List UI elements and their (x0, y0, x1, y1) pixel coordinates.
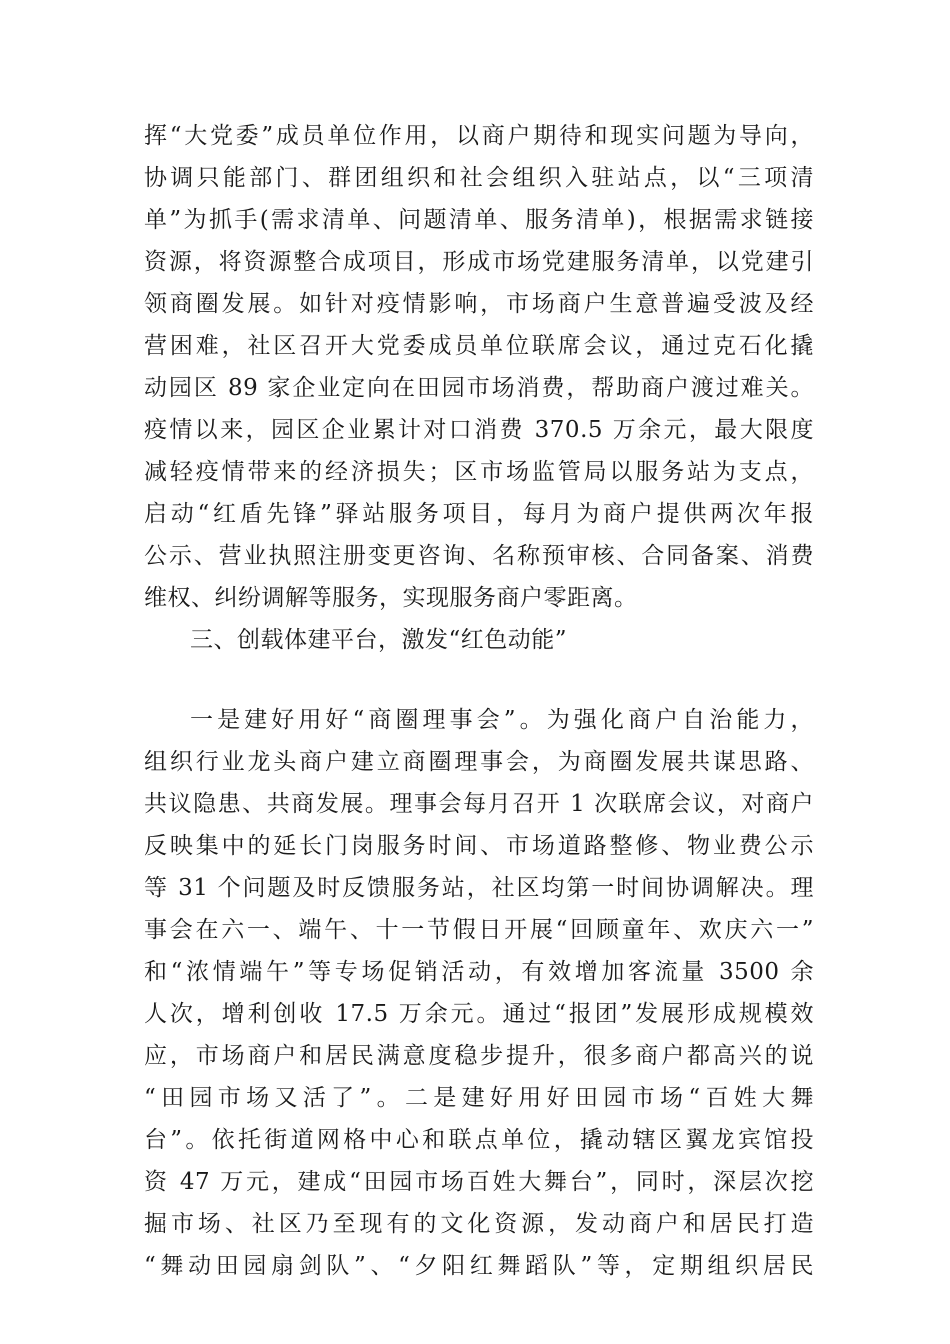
paragraph-2-line: 一是建好用好“商圈理事会”。为强化商户自治能力， (190, 707, 814, 733)
paragraph-2-line: 人次，增利创收 17.5 万余元。通过“报团”发展形成规模效 (144, 1001, 814, 1027)
paragraph-2-line: 和“浓情端午”等专场促销活动，有效增加客流量 3500 余 (144, 959, 814, 985)
paragraph-2-line: 共议隐患、共商发展。理事会每月召开 1 次联席会议，对商户 (144, 791, 814, 817)
paragraph-1-line: 疫情以来，园区企业累计对口消费 370.5 万余元，最大限度 (144, 417, 814, 443)
paragraph-2-line: 应，市场商户和居民满意度稳步提升，很多商户都高兴的说 (144, 1043, 814, 1069)
paragraph-1-line: 领商圈发展。如针对疫情影响，市场商户生意普遍受波及经 (144, 291, 814, 317)
paragraph-1-line: 启动“红盾先锋”驿站服务项目，每月为商户提供两次年报 (144, 501, 814, 527)
paragraph-1-line: 资源，将资源整合成项目，形成市场党建服务清单，以党建引 (144, 249, 814, 275)
paragraph-2-line: 等 31 个问题及时反馈服务站，社区均第一时间协调解决。理 (144, 875, 814, 901)
paragraph-1-line: 公示、营业执照注册变更咨询、名称预审核、合同备案、消费 (144, 543, 814, 569)
paragraph-1-line: 维权、纠纷调解等服务，实现服务商户零距离。 (144, 585, 638, 611)
paragraph-1-line: 动园区 89 家企业定向在田园市场消费，帮助商户渡过难关。 (144, 375, 814, 401)
paragraph-2-line: 资 47 万元，建成“田园市场百姓大舞台”，同时，深层次挖 (144, 1169, 814, 1195)
paragraph-2-line: 事会在六一、端午、十一节假日开展“回顾童年、欢庆六一” (144, 917, 814, 943)
paragraph-2-line: 掘市场、社区乃至现有的文化资源，发动商户和居民打造 (144, 1211, 814, 1237)
paragraph-1-line: 协调只能部门、群团组织和社会组织入驻站点，以“三项清 (144, 165, 814, 191)
paragraph-1-line: 减轻疫情带来的经济损失；区市场监管局以服务站为支点， (144, 459, 814, 485)
paragraph-2-line: “舞动田园扇剑队”、“夕阳红舞蹈队”等，定期组织居民 (144, 1253, 814, 1279)
section-heading: 三、创载体建平台，激发“红色动能” (190, 627, 568, 653)
paragraph-1-line: 单”为抓手(需求清单、问题清单、服务清单)，根据需求链接 (144, 207, 814, 233)
paragraph-2-line: 台”。依托街道网格中心和联点单位，撬动辖区翼龙宾馆投 (144, 1127, 814, 1153)
paragraph-2-line: 反映集中的延长门岗服务时间、市场道路整修、物业费公示 (144, 833, 814, 859)
paragraph-2-line: “田园市场又活了”。二是建好用好田园市场“百姓大舞 (144, 1085, 814, 1111)
paragraph-2-line: 组织行业龙头商户建立商圈理事会，为商圈发展共谋思路、 (144, 749, 814, 775)
paragraph-1-line: 营困难，社区召开大党委成员单位联席会议，通过克石化撬 (144, 333, 814, 359)
paragraph-1-line: 挥“大党委”成员单位作用，以商户期待和现实问题为导向， (144, 123, 814, 149)
